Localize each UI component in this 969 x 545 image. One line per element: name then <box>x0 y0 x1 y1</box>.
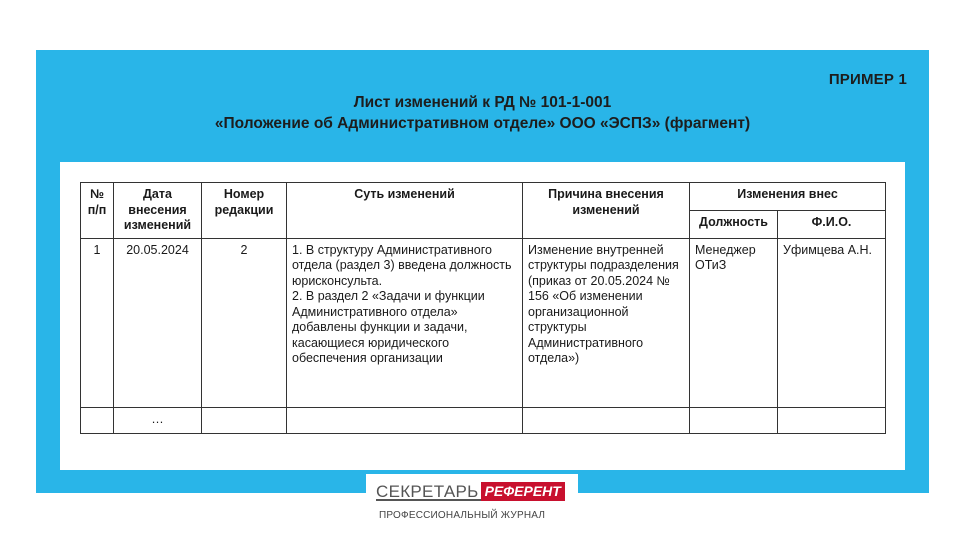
cell-empty <box>690 407 778 433</box>
logo-text-left: СЕКРЕТАРЬ <box>376 482 479 501</box>
title-line-1: Лист изменений к РД № 101-1-001 <box>353 94 612 111</box>
header-position: Должность <box>690 210 778 238</box>
cell-num: 1 <box>81 238 114 407</box>
header-reason: Причина внесения изменений <box>523 183 690 239</box>
cell-empty <box>778 407 886 433</box>
cell-edition: 2 <box>202 238 287 407</box>
cell-empty <box>523 407 690 433</box>
cell-ellipsis: … <box>114 407 202 433</box>
example-label: ПРИМЕР 1 <box>828 71 907 88</box>
title-line-2: «Положение об Административном отделе» ООО «ЭСПЗ» (фрагмент) <box>214 115 751 132</box>
header-date: Дата внесения изменений <box>114 183 202 239</box>
header-row <box>81 183 886 211</box>
cell-empty <box>287 407 523 433</box>
header-edition: Номер редакции <box>202 183 287 239</box>
cell-empty <box>202 407 287 433</box>
table-row <box>81 238 886 407</box>
table-row <box>81 407 886 433</box>
header-num: № п/п <box>81 183 114 239</box>
table-panel <box>60 162 905 470</box>
header-made-by: Изменения внес <box>690 183 886 211</box>
header-essence: Суть изменений <box>287 183 523 239</box>
header-fio: Ф.И.О. <box>778 210 886 238</box>
brand-tagline: ПРОФЕССИОНАЛЬНЫЙ ЖУРНАЛ <box>379 510 546 521</box>
cell-fio: Уфимцева А.Н. <box>778 238 886 407</box>
document-title <box>36 92 929 134</box>
brand-logo-area <box>366 474 578 508</box>
cell-empty <box>81 407 114 433</box>
cell-reason: Изменение внутренней структуры подразделения (приказ от 20.05.2024 № 156 «Об изменении организационной структуры Административного отдела») <box>523 238 690 407</box>
changes-table <box>80 182 886 434</box>
logo-text-right: РЕФЕРЕНТ <box>481 482 565 501</box>
logo <box>376 482 565 501</box>
cell-essence: 1. В структуру Административного отдела (раздел 3) введена должность юрисконсульта. 2. В раздел 2 «Задачи и функции Административного отдела» добавлены функции и задачи, касающиеся юридического обеспечения организации <box>287 238 523 407</box>
example-frame <box>36 50 929 493</box>
cell-date: 20.05.2024 <box>114 238 202 407</box>
cell-position: Менеджер ОТиЗ <box>690 238 778 407</box>
